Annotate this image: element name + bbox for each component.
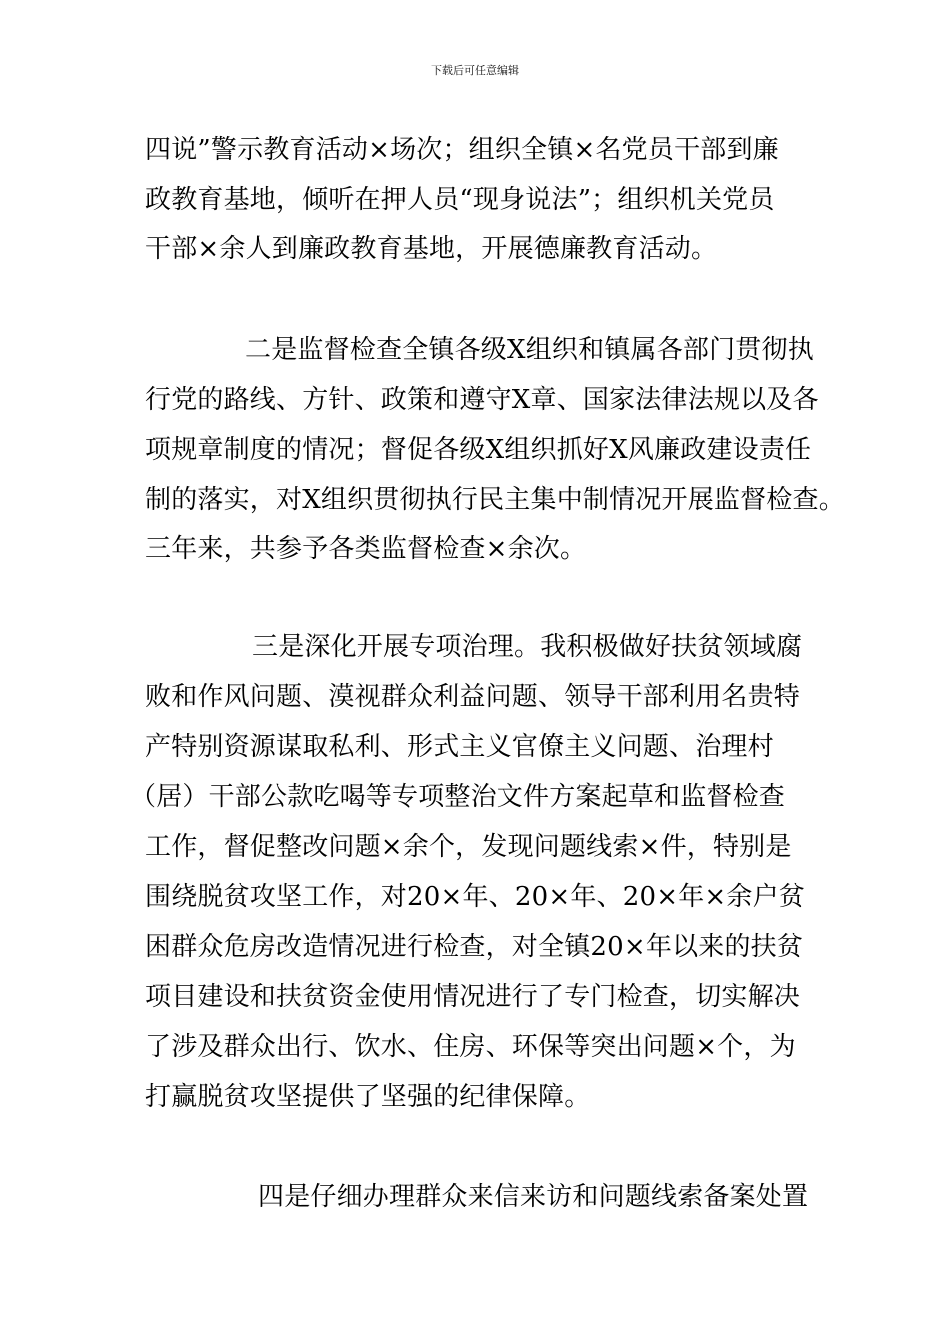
body-text-line: （居）干部公款吃喝等专项整治文件方案起草和监督检查 [130,782,786,812]
body-text-line: 三年来，共参予各类监督检查×余次。 [145,534,587,564]
body-text-line: 政教育基地，倾听在押人员“现身说法”；组织机关党员 [145,185,775,215]
body-text-line: 产特别资源谋取私利、形式主义官僚主义问题、治理村 [145,732,774,762]
body-text-line: 败和作风问题、漠视群众利益问题、领导干部利用名贵特 [145,682,801,712]
body-text-line: 行党的路线、方针、政策和遵守X章、国家法律法规以及各 [145,385,819,415]
body-text-line: 工作，督促整改问题×余个，发现问题线索×件，特别是 [145,832,792,862]
body-text-line: 困群众危房改造情况进行检查，对全镇20×年以来的扶贫 [145,932,804,962]
body-text-line: 项目建设和扶贫资金使用情况进行了专门检查，切实解决 [145,982,801,1012]
body-text-line: 打赢脱贫攻坚提供了坚强的纪律保障。 [145,1082,591,1112]
body-text-line: 项规章制度的情况；督促各级X组织抓好X风廉政建设责任 [145,435,812,465]
page-header: 下载后可任意编辑 [431,64,519,77]
body-text-line: 围绕脱贫攻坚工作，对20×年、20×年、20×年×余户贫 [145,882,805,912]
body-text-line: 了涉及群众出行、饮水、住房、环保等突出问题×个，为 [145,1032,796,1062]
body-text-line: 二是监督检查全镇各级X组织和镇属各部门贯彻执 [245,335,814,365]
body-text-line: 三是深化开展专项治理。我积极做好扶贫领域腐 [252,632,803,662]
body-text-line: 四说”警示教育活动×场次；组织全镇×名党员干部到廉 [145,135,779,165]
body-text-line: 四是仔细办理群众来信来访和问题线索备案处置 [258,1182,809,1212]
body-text-line: 制的落实，对X组织贯彻执行民主集中制情况开展监督检查。 [145,485,845,515]
body-text-line: 干部×余人到廉政教育基地，开展德廉教育活动。 [145,234,718,264]
